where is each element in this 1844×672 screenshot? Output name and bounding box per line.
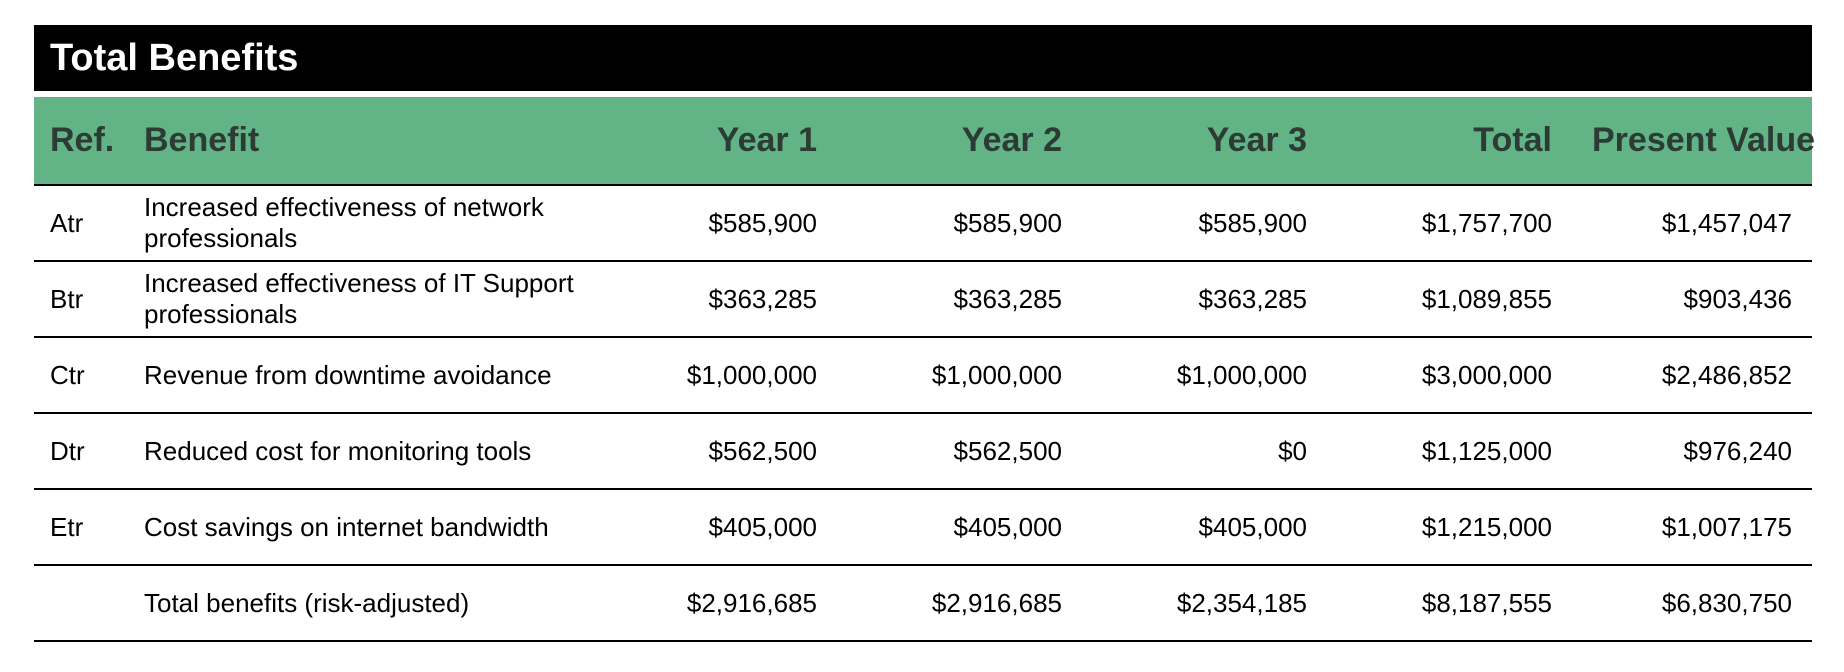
row-present-value: $1,007,175 bbox=[1572, 489, 1812, 565]
row-total: $1,215,000 bbox=[1327, 489, 1572, 565]
header-ref: Ref. bbox=[34, 97, 132, 185]
row-benefit: Reduced cost for monitoring tools bbox=[132, 413, 592, 489]
row-total: $1,125,000 bbox=[1327, 413, 1572, 489]
table-row bbox=[34, 489, 1812, 565]
row-year-1: $405,000 bbox=[592, 489, 837, 565]
row-ref: Dtr bbox=[34, 413, 132, 489]
row-benefit: Revenue from downtime avoidance bbox=[132, 337, 592, 413]
row-ref: Btr bbox=[34, 261, 132, 337]
row-benefit: Increased effectiveness of IT Support professionals bbox=[132, 261, 592, 337]
header-year-3: Year 3 bbox=[1082, 97, 1327, 185]
totals-year-1: $2,916,685 bbox=[592, 565, 837, 641]
row-present-value: $1,457,047 bbox=[1572, 185, 1812, 261]
row-year-2: $585,900 bbox=[837, 185, 1082, 261]
row-year-2: $562,500 bbox=[837, 413, 1082, 489]
row-benefit: Increased effectiveness of network professionals bbox=[132, 185, 592, 261]
row-year-3: $585,900 bbox=[1082, 185, 1327, 261]
row-year-1: $562,500 bbox=[592, 413, 837, 489]
title-bar bbox=[34, 25, 1812, 91]
row-total: $3,000,000 bbox=[1327, 337, 1572, 413]
table-row bbox=[34, 185, 1812, 261]
totals-total: $8,187,555 bbox=[1327, 565, 1572, 641]
totals-year-3: $2,354,185 bbox=[1082, 565, 1327, 641]
totals-row bbox=[34, 565, 1812, 641]
header-year-1: Year 1 bbox=[592, 97, 837, 185]
totals-ref bbox=[34, 565, 132, 641]
benefits-table bbox=[34, 97, 1816, 642]
row-year-2: $363,285 bbox=[837, 261, 1082, 337]
header-total: Total bbox=[1327, 97, 1572, 185]
row-year-1: $363,285 bbox=[592, 261, 837, 337]
row-present-value: $2,486,852 bbox=[1572, 337, 1812, 413]
row-present-value: $903,436 bbox=[1572, 261, 1812, 337]
totals-year-2: $2,916,685 bbox=[837, 565, 1082, 641]
row-year-1: $1,000,000 bbox=[592, 337, 837, 413]
row-year-3: $1,000,000 bbox=[1082, 337, 1327, 413]
header-year-2: Year 2 bbox=[837, 97, 1082, 185]
table-title: Total Benefits bbox=[50, 36, 299, 79]
row-year-1: $585,900 bbox=[592, 185, 837, 261]
totals-present-value: $6,830,750 bbox=[1572, 565, 1812, 641]
row-year-3: $0 bbox=[1082, 413, 1327, 489]
header-benefit: Benefit bbox=[132, 97, 592, 185]
row-year-2: $1,000,000 bbox=[837, 337, 1082, 413]
row-year-3: $405,000 bbox=[1082, 489, 1327, 565]
row-total: $1,757,700 bbox=[1327, 185, 1572, 261]
table-row bbox=[34, 337, 1812, 413]
row-year-2: $405,000 bbox=[837, 489, 1082, 565]
row-total: $1,089,855 bbox=[1327, 261, 1572, 337]
benefits-table-container bbox=[34, 25, 1816, 642]
table-row bbox=[34, 261, 1812, 337]
row-year-3: $363,285 bbox=[1082, 261, 1327, 337]
header-present-value: Present Value bbox=[1572, 97, 1812, 185]
row-ref: Ctr bbox=[34, 337, 132, 413]
row-benefit: Cost savings on internet bandwidth bbox=[132, 489, 592, 565]
table-row bbox=[34, 413, 1812, 489]
header-row bbox=[34, 97, 1812, 185]
row-ref: Atr bbox=[34, 185, 132, 261]
totals-label: Total benefits (risk-adjusted) bbox=[132, 565, 592, 641]
row-ref: Etr bbox=[34, 489, 132, 565]
row-present-value: $976,240 bbox=[1572, 413, 1812, 489]
